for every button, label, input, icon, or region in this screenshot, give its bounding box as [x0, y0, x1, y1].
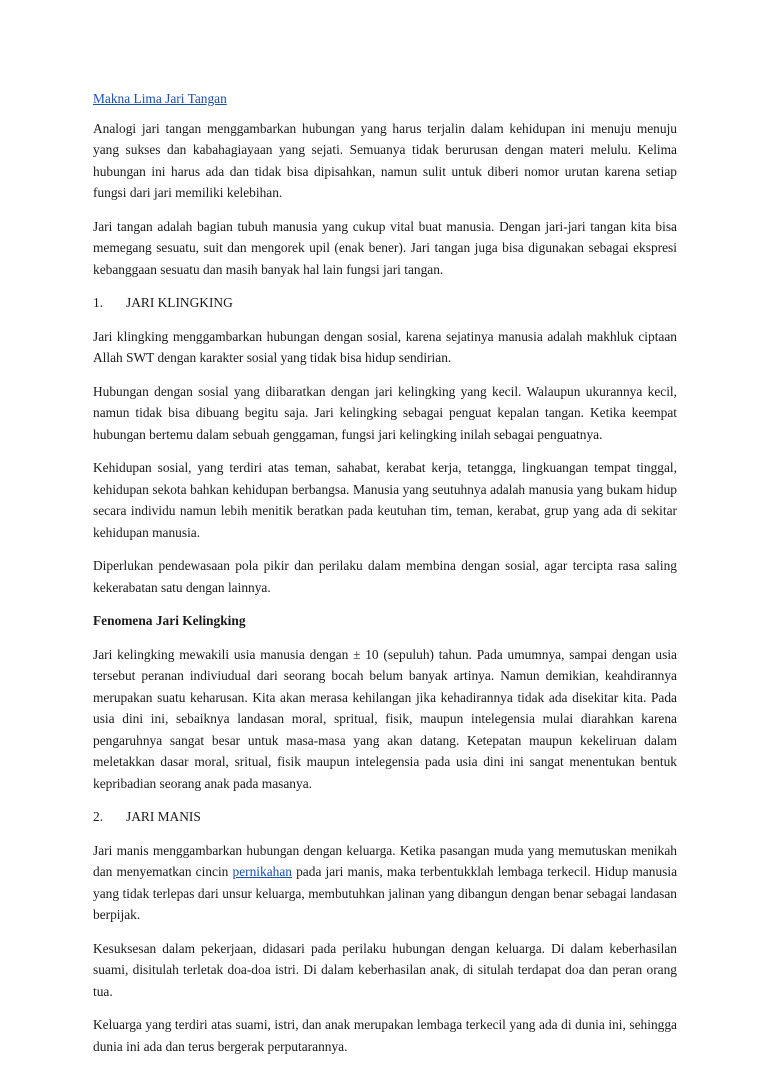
klingking-paragraph-4: Diperlukan pendewasaan pola pikir dan perilaku dalam membina dengan sosial, agar tercipta rasa saling kekerabatan satu dengan lainnya. — [93, 558, 677, 595]
intro-paragraph-2: Jari tangan adalah bagian tubuh manusia yang cukup vital buat manusia. Dengan jari-jari tangan kita bisa memegang sesuatu, suit dan mengorek upil (enak bener). Jari tangan juga bisa digunakan sebagai ekspresi kebanggaan sesuatu dan masih banyak hal lain fungsi jari tangan. — [93, 218, 677, 277]
title-link[interactable]: Makna Lima Jari Tangan — [93, 91, 227, 106]
klingking-paragraph-1: Jari klingking menggambarkan hubungan dengan sosial, karena sejatinya manusia adalah makhluk ciptaan Allah SWT dengan karakter sosial yang tidak bisa hidup sendirian. — [93, 328, 677, 365]
pernikahan-link[interactable]: pernikahan — [232, 864, 292, 879]
manis-paragraph-1 — [93, 840, 677, 926]
klingking-paragraph-3: Kehidupan sosial, yang terdiri atas teman, sahabat, kerabat kerja, tetangga, lingkuangan tempat tinggal, kehidupan sekota bahkan kehidupan berbangsa. Manusia yang seutuhnya adalah manusia yang bukam hidup secara individu namun lebih menitik beratkan pada keutuhan tim, teman, kerabat, grup yang ada di sekitar kehidupan manusia. — [93, 460, 677, 540]
manis-paragraph-3: Keluarga yang terdiri atas suami, istri, dan anak merupakan lembaga terkecil yang ada di dunia ini, sehingga dunia ini ada dan terus bergerak perputarannya. — [93, 1017, 677, 1054]
manis-paragraph-2: Kesuksesan dalam pekerjaan, didasari pada perilaku hubungan dengan keluarga. Di dalam keberhasilan suami, disitulah terletak doa-doa istri. Di dalam keberhasilan anak, di situlah terdapat doa dan peran orang tua. — [93, 940, 677, 999]
text-after-link: pada jari manis, maka terbentukklah lembaga terkecil. Hidup manusia yang tidak terlepas dari unsur keluarga, membutuhkan jalinan yang dibangun dengan benar sebagai landasan berpijak. — [93, 864, 678, 922]
section-number: 1. — [93, 295, 104, 310]
section-number: 2. — [93, 809, 104, 824]
klingking-paragraph-2: Hubungan dengan sosial yang diibaratkan dengan jari kelingking yang kecil. Walaupun ukurannya kecil, namun tidak bisa dibuang begitu saja. Jari kelingking sebagai penguat kepalan tangan. Ketika keempat hubungan bertemu dalam sebuah genggaman, fungsi jari kelingking inilah sebagai penguatnya. — [93, 383, 677, 442]
section-title: JARI KLINGKING — [126, 295, 233, 310]
intro-paragraph-1: Analogi jari tangan menggambarkan hubungan yang harus terjalin dalam kehidupan ini menuju menuju yang sukses dan kabahagiayaan yang sejati. Semuanya tidak berurusan dengan materi melulu. Kelima hubungan ini harus ada dan tidak bisa dipisahkan, namun sulit untuk diberi nomor urutan karena setiap fungsi dari jari memiliki kelebihan. — [93, 120, 677, 200]
fenomena-paragraph: Jari kelingking mewakili usia manusia dengan ± 10 (sepuluh) tahun. Pada umumnya, sampai dengan usia tersebut peranan indiviudual dari seorang bocah belum banyak artinya. Namun demikian, keahdirannya merupakan suatu keharusan. Kita akan merasa kehilangan jika kehadirannya tidak ada disekitar kita. Pada usia dini ini, sebaiknya landasan moral, spritual, fisik, maupun intelegensia mulai diarahkan karena pengaruhnya sangat besar untuk masa-masa yang akan datang. Ketepatan maupun kekeliruan dalam meletakkan dasar moral, sritual, fisik maupun intelegensia pada usia dini ini sangat menentukan bentuk kepribadian seorang anak pada masanya. — [93, 646, 677, 791]
section-heading-klingking — [93, 292, 677, 314]
fenomena-heading: Fenomena Jari Kelingking — [93, 613, 246, 628]
section-title: JARI MANIS — [126, 809, 201, 824]
title-paragraph — [93, 88, 677, 110]
text-before-link: Jari manis menggambarkan hubungan dengan keluarga. Ketika pasangan muda yang memutuskan menikah dan menyematkan cincin — [93, 842, 677, 879]
section-heading-manis — [93, 806, 677, 828]
